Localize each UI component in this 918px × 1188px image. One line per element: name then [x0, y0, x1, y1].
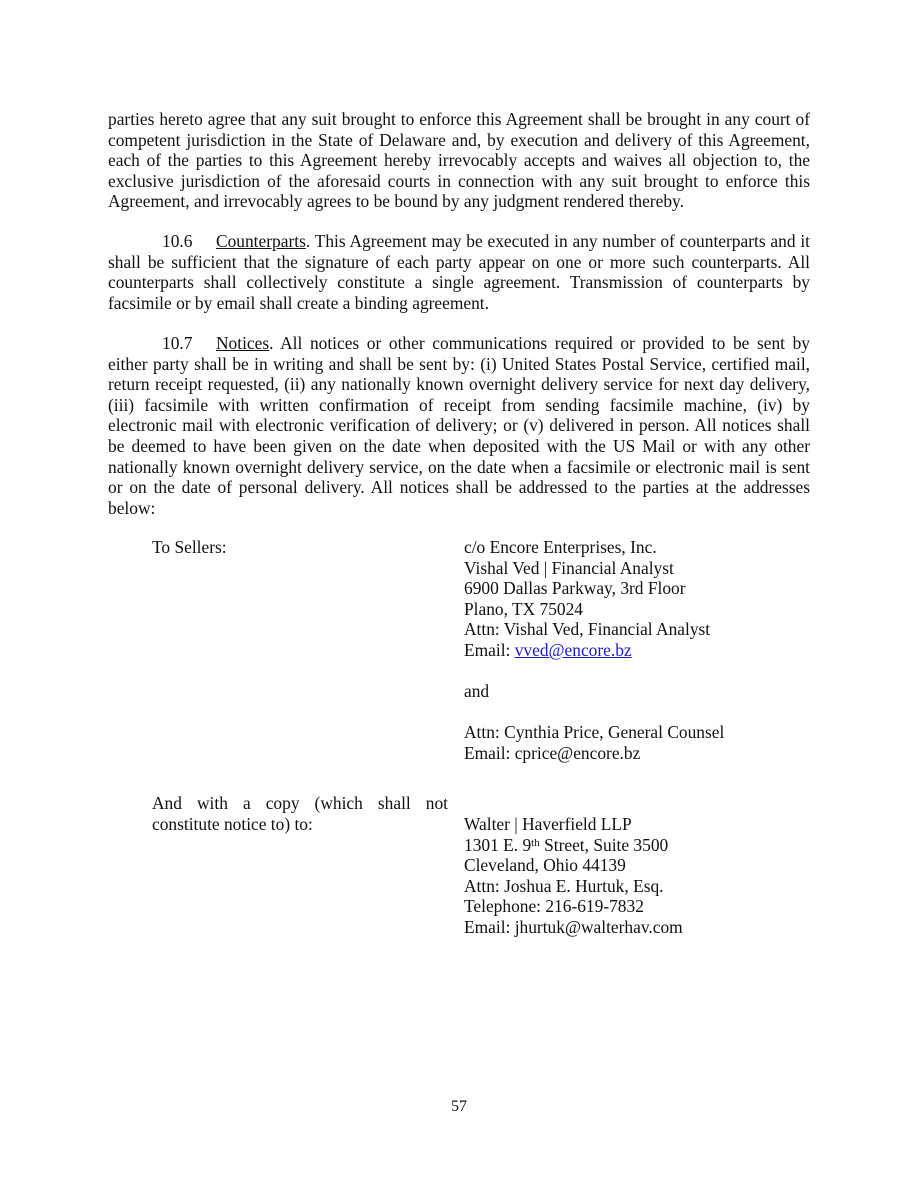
- street-line: [464, 835, 683, 856]
- address-line: Vishal Ved | Financial Analyst: [464, 557, 674, 578]
- copy-to-label: [152, 793, 448, 834]
- firm-name: Walter | Haverfield LLP: [464, 814, 632, 834]
- attention-line: Attn: Cynthia Price, General Counsel: [464, 722, 725, 742]
- section-body: . This Agreement may be executed in any number of counterparts and it shall be sufficient that the signature of each party appear on one or more such counterparts. All counterparts shall collectively constitute a single agreement. Transmission of counterparts by facsimile or by email shall create a binding agreement.: [108, 231, 810, 313]
- address-line: Plano, TX 75024: [464, 598, 583, 619]
- section-number: 10.6: [162, 231, 193, 251]
- section-heading: Notices: [216, 333, 270, 353]
- street-suffix: Street, Suite 3500: [539, 834, 669, 855]
- and-conjunction: and: [464, 681, 490, 701]
- copy-address-block: [464, 814, 683, 938]
- email-line: [464, 640, 710, 661]
- email-label: Email:: [464, 639, 515, 660]
- attention-line: Attn: Joshua E. Hurtuk, Esq.: [464, 875, 664, 896]
- section-body: . All notices or other communications required or provided to be sent by either party shall be in writing and shall be sent by: (i) United States Postal Service, certified mail, return receipt requested, (ii) any nationally known overnight delivery service for next day delivery, (iii) facsimile with written confirmation of receipt from sending facsimile machine, (iv) by electronic mail with electronic verification of delivery; or (v) delivered in person. All notices shall be deemed to have been given on the date when deposited with the US Mail or with any other nationally known overnight delivery service, on the date when a facsimile or electronic mail is sent or on the date of personal delivery. All notices shall be addressed to the parties at the addresses below:: [108, 333, 810, 518]
- to-sellers-label: To Sellers:: [152, 537, 227, 557]
- email-line: Email: jhurtuk@walterhav.com: [464, 916, 683, 937]
- email-link[interactable]: vved@encore.bz: [514, 639, 632, 660]
- second-contact-block: [464, 722, 724, 763]
- street-prefix: 1301 E. 9: [464, 834, 532, 855]
- sellers-address-block: [464, 537, 710, 661]
- copy-label-line: constitute notice to) to:: [152, 813, 313, 834]
- section-heading: Counterparts: [216, 231, 306, 251]
- address-line: Attn: Vishal Ved, Financial Analyst: [464, 619, 711, 640]
- page-number: 57: [451, 1098, 467, 1115]
- section-10-6: [108, 231, 810, 313]
- paragraph-jurisdiction: parties hereto agree that any suit brought to enforce this Agreement shall be brought in any court of competent jurisdiction in the State of Delaware and, by execution and delivery of this Agreement, each of the parties to this Agreement hereby irrevocably accepts and waives all objection to, the exclusive jurisdiction of the aforesaid courts in connection with any suit brought to enforce this Agreement, and irrevocably agrees to be bound by any judgment rendered thereby.: [108, 109, 810, 212]
- copy-label-line: And with a copy (which shall not: [152, 793, 448, 813]
- street-ordinal: th: [531, 836, 540, 849]
- telephone-line: Telephone: 216-619-7832: [464, 896, 644, 917]
- city-line: Cleveland, Ohio 44139: [464, 855, 626, 876]
- address-line: c/o Encore Enterprises, Inc.: [464, 537, 657, 557]
- email-line: Email: cprice@encore.bz: [464, 742, 641, 763]
- section-number: 10.7: [162, 333, 193, 353]
- address-line: 6900 Dallas Parkway, 3rd Floor: [464, 578, 686, 599]
- section-10-7: [108, 333, 810, 518]
